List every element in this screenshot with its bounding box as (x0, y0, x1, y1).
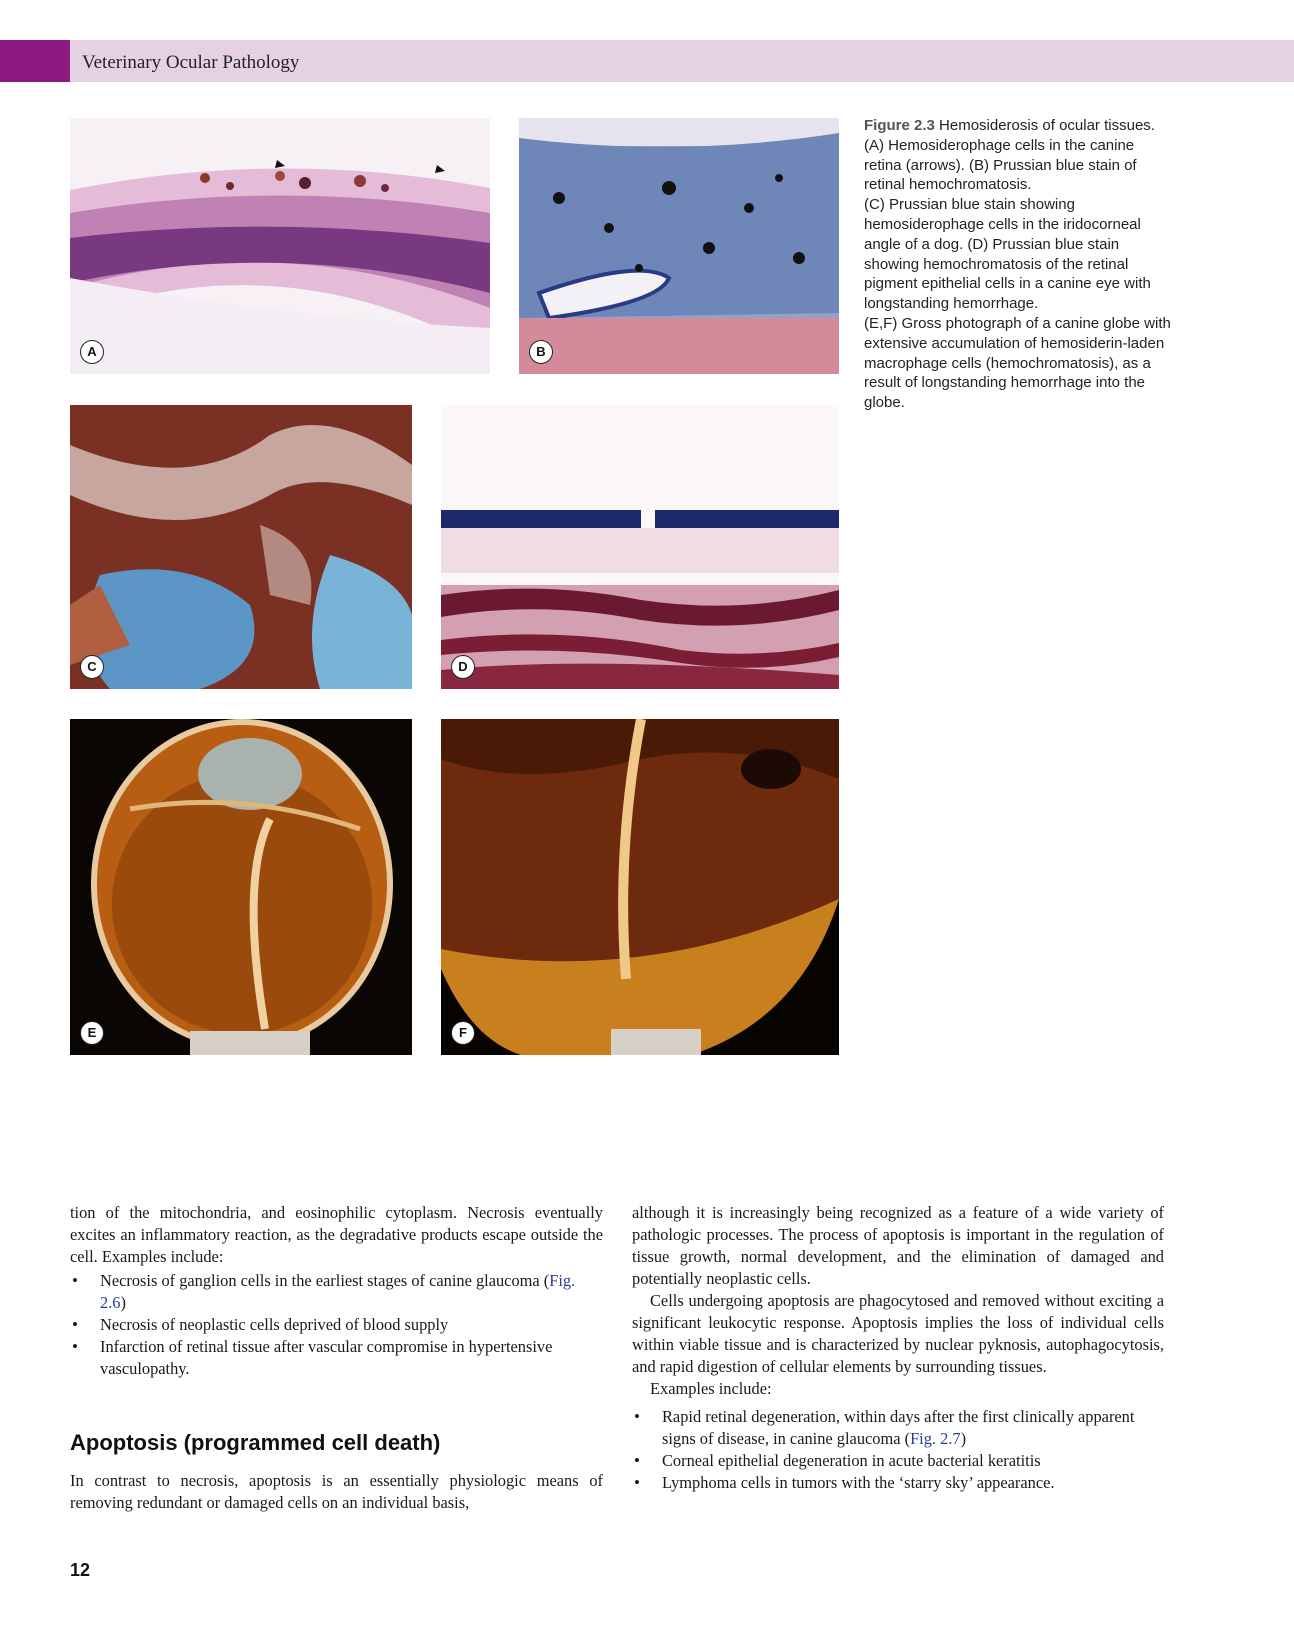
caption-text-e-f: (E,F) Gross photograph of a canine globe with extensive accumulation of hemosiderin-laden macrophage cells (hemochromatosis), as a result of longstanding hemorrhage into the globe. (864, 314, 1171, 412)
left-paragraph-1: tion of the mitochondria, and eosinophilic cytoplasm. Necrosis eventually excites an inflammatory reaction, as the degradative products escape outside the cell. Examples include: (70, 1203, 603, 1266)
panel-label-f: F (451, 1021, 475, 1045)
panel-label-a: A (80, 340, 104, 364)
panel-label-d: D (451, 655, 475, 679)
right-column (632, 1202, 1164, 1494)
left-bullet-2: • Necrosis of neoplastic cells deprived of blood supply (70, 1314, 603, 1336)
figure-panel-c (70, 405, 412, 689)
right-bullet-2: • Corneal epithelial degeneration in acute bacterial keratitis (632, 1450, 1164, 1472)
figure-panel-e (70, 719, 412, 1055)
panel-label-e: E (80, 1021, 104, 1045)
iridocorneal-angle-stain-image (70, 405, 412, 689)
left-column-lower (70, 1470, 603, 1514)
fig-2-7-link[interactable]: Fig. 2.7 (910, 1429, 961, 1448)
figure-panel-d (441, 405, 839, 689)
fig-2-6-link[interactable]: Fig. 2.6 (100, 1271, 576, 1312)
right-paragraph-1: although it is increasingly being recognized as a feature of a wide variety of pathologic processes. The process of apoptosis is important in the regulation of tissue growth, normal development, and the elimination of damaged and potentially neoplastic cells. (632, 1203, 1164, 1288)
prussian-blue-stain-image (519, 118, 839, 374)
figure-caption (864, 116, 1174, 413)
left-paragraph-2: In contrast to necrosis, apoptosis is an essentially physiologic means of removing redundant or damaged cells on an individual basis, (70, 1471, 603, 1512)
right-bullet-1: • Rapid retinal degeneration, within days after the first clinically apparent signs of disease, in canine glaucoma (Fig. 2.7) (632, 1406, 1164, 1450)
page-number: 12 (70, 1560, 91, 1580)
right-bullet-list (632, 1406, 1164, 1494)
canine-globe-gross-photo (70, 719, 412, 1055)
figure-label: Figure 2.3 (864, 117, 935, 134)
canine-globe-closeup-photo (441, 719, 839, 1055)
left-column-upper (70, 1202, 603, 1380)
right-paragraph-3: Examples include: (650, 1379, 772, 1398)
running-header-accent (0, 40, 70, 82)
figure-panel-b (519, 118, 839, 374)
right-bullet-3: • Lymphoma cells in tumors with the ‘starry sky’ appearance. (632, 1472, 1164, 1494)
figure-panel-a (70, 118, 490, 374)
panel-label-b: B (529, 340, 553, 364)
left-bullet-3: • Infarction of retinal tissue after vascular compromise in hypertensive vasculopathy. (70, 1336, 603, 1380)
retina-micrograph-image (70, 118, 490, 374)
caption-text-a-b: Hemosiderosis of ocular tissues. (A) Hemosiderophage cells in the canine retina (arrows). (B) Prussian blue stain of retinal hemochromatosis. (864, 117, 1155, 194)
left-bullet-list (70, 1270, 603, 1380)
figure-panel-f (441, 719, 839, 1055)
caption-text-c-d: (C) Prussian blue stain showing hemosiderophage cells in the iridocorneal angle of a dog. (D) Prussian blue stain showing hemochromatosis of the retinal pigment epithelial cells in a canine eye with longstanding hemorrhage. (864, 196, 1151, 313)
panel-label-c: C (80, 655, 104, 679)
section-heading: Apoptosis (programmed cell death) (70, 1430, 441, 1455)
right-paragraph-2: Cells undergoing apoptosis are phagocytosed and removed without exciting a significant leukocytic response. Apoptosis implies the loss of individual cells within viable tissue and is characterized by nuclear pyknosis, autophagocytosis, and rapid digestion of cellular elements by surrounding tissues. (632, 1291, 1164, 1376)
running-title: Veterinary Ocular Pathology (82, 52, 300, 73)
left-bullet-1: • Necrosis of ganglion cells in the earliest stages of canine glaucoma (Fig. 2.6) (70, 1270, 603, 1314)
retinal-pigment-epithelium-stain-image (441, 405, 839, 689)
